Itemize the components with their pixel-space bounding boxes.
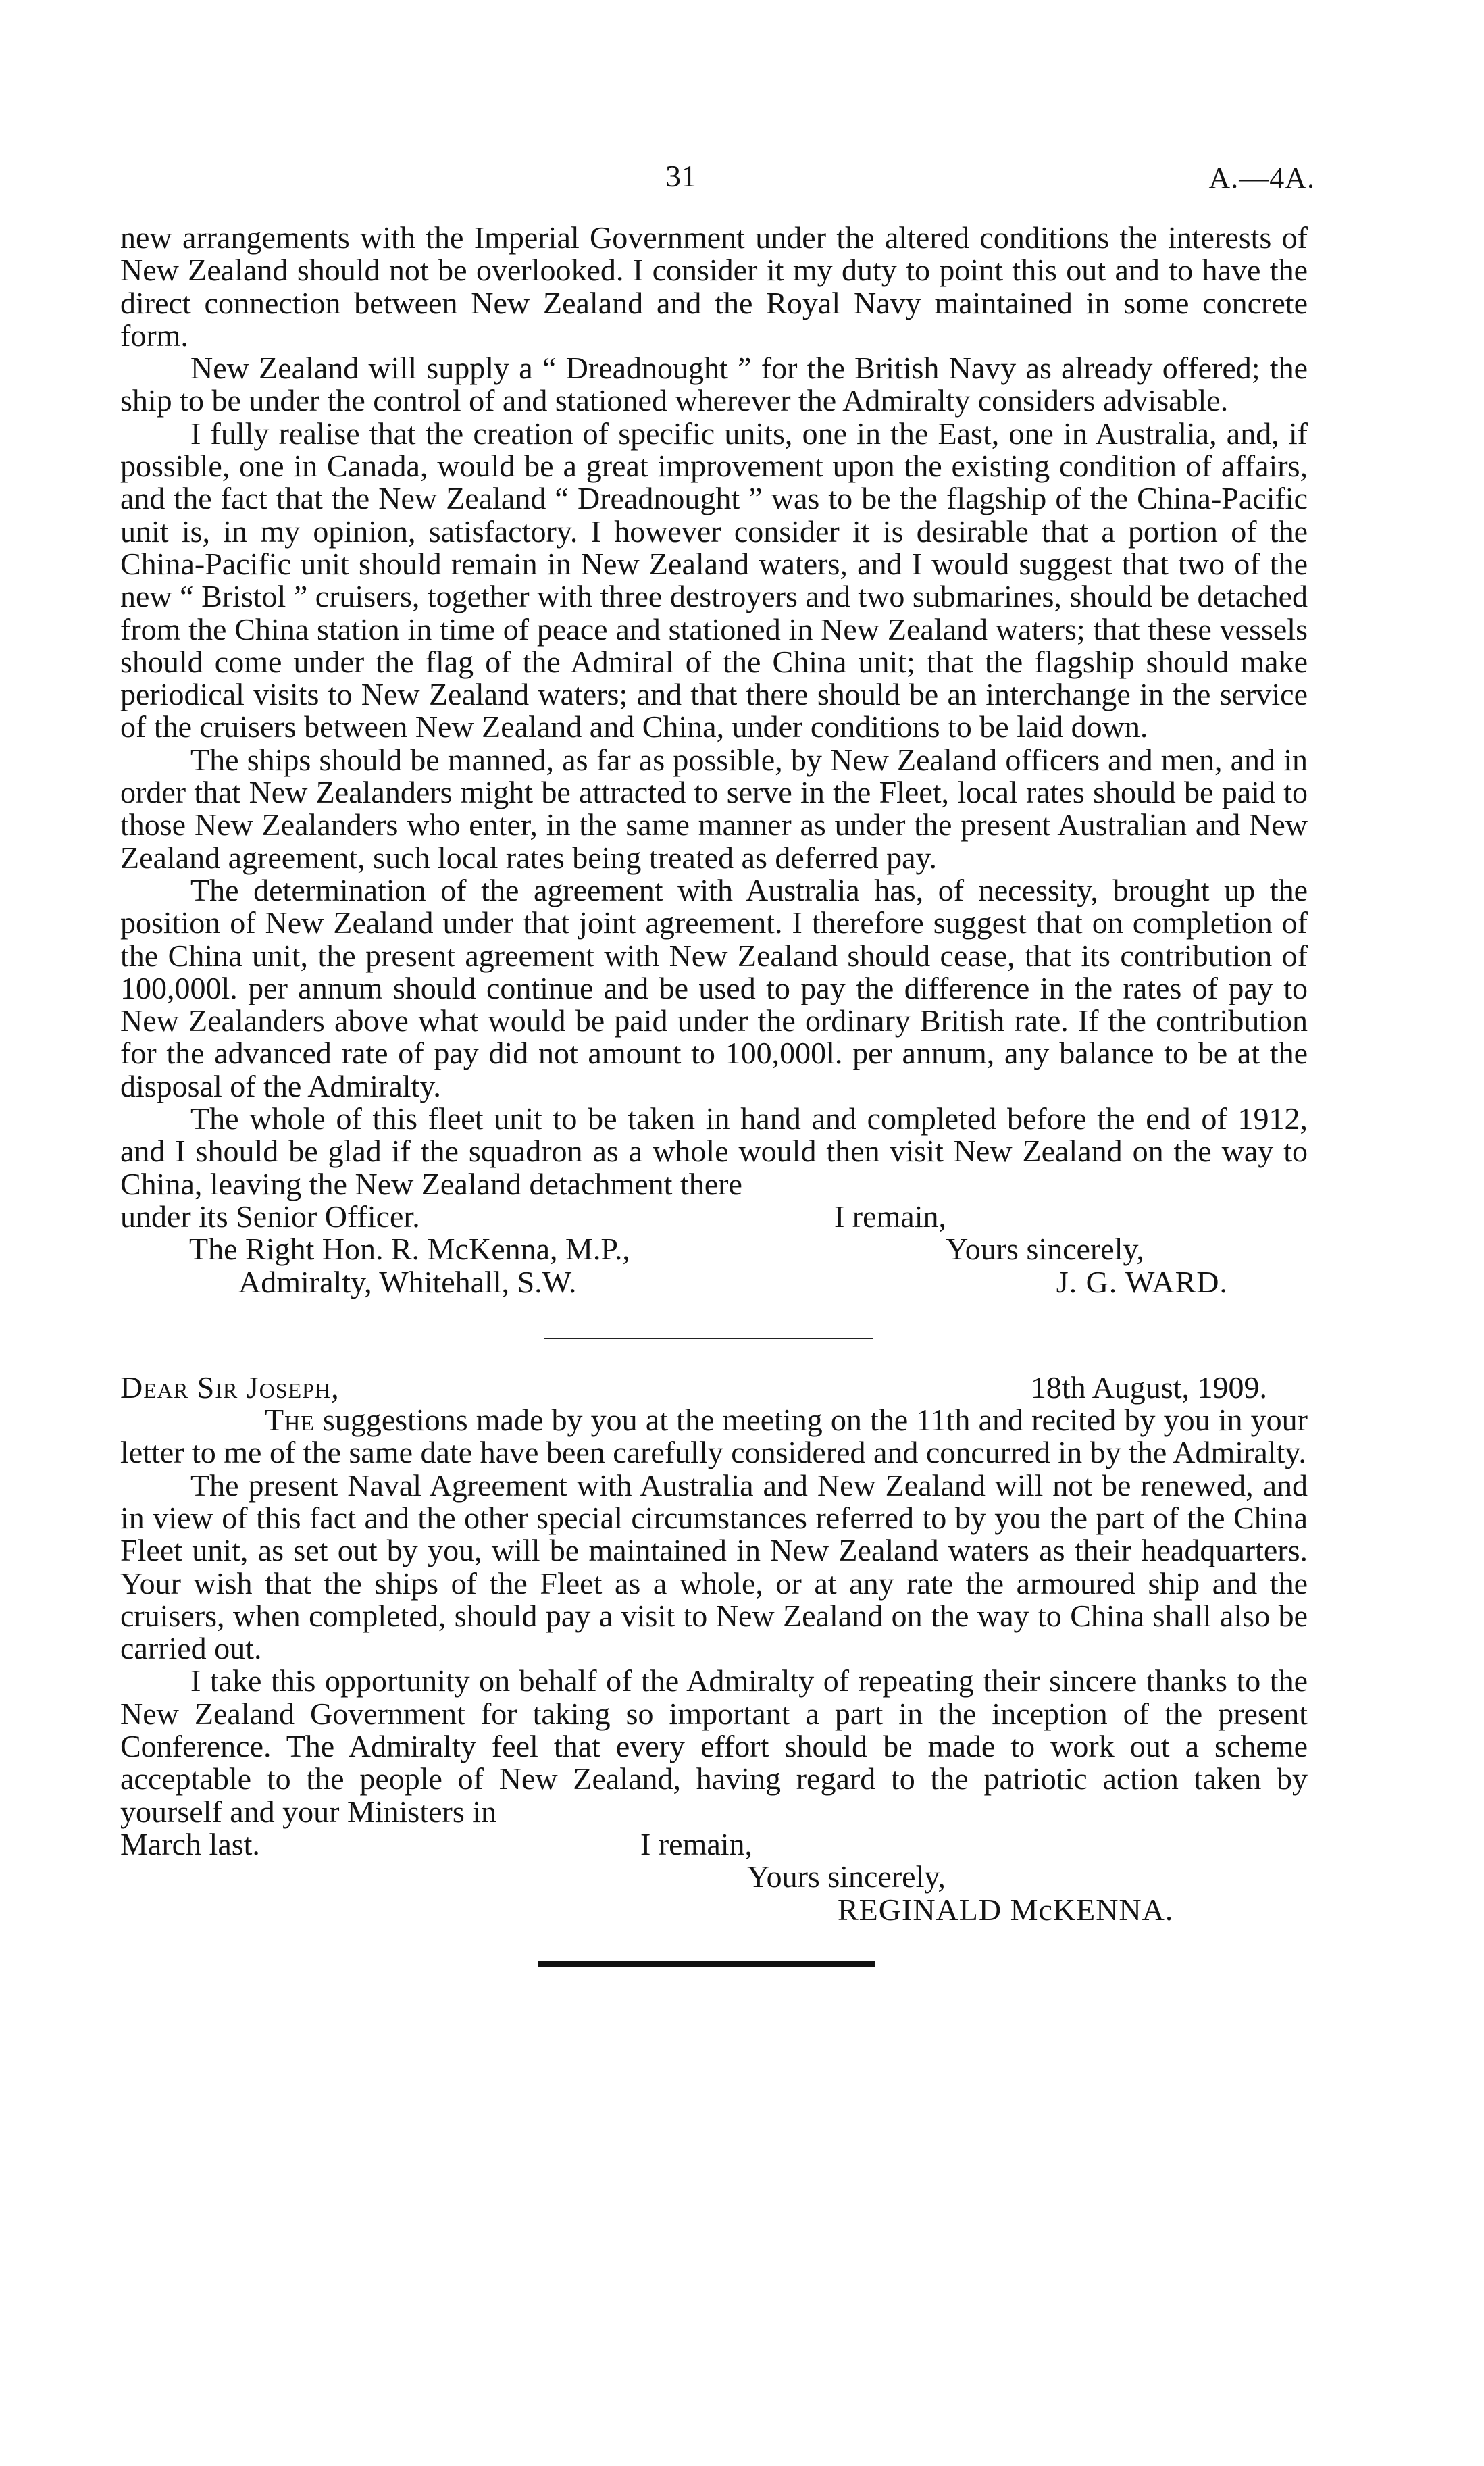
paragraph: The present Naval Agreement with Australia and New Zealand will not be renewed, and in view of this fact and the other special circumstances referred to by you the part of the China Fleet unit, as set out by you, will be maintained in New Zealand waters as their headquarters. Your wish that the ships of the Fleet as a whole, or at any rate the armoured ship and the cruisers, when completed, should pay a visit to New Zealand on the way to China shall also be carried out. bbox=[120, 1467, 1308, 1666]
page-content bbox=[120, 222, 1308, 1967]
closing-remain: I remain, bbox=[640, 1826, 753, 1861]
salutation: Dear Sir Joseph, bbox=[120, 1369, 340, 1405]
end-rule bbox=[538, 1961, 875, 1967]
document-reference: A.—4A. bbox=[1208, 161, 1315, 195]
letter-date: 18th August, 1909. bbox=[1030, 1369, 1267, 1405]
addressee-row bbox=[120, 1233, 1308, 1265]
closing-yours: Yours sincerely, bbox=[946, 1232, 1144, 1267]
lead-word: The bbox=[265, 1403, 315, 1438]
letter-ward-to-mckenna bbox=[120, 222, 1308, 1299]
address-signature-row bbox=[120, 1266, 1308, 1299]
paragraph: new arrangements with the Imperial Government under the altered conditions the interests of New Zealand should not be overlooked. I consider it my duty to point this out and to have the direct connection between New Zealand and the Royal Navy maintained in some concrete form. bbox=[120, 220, 1308, 353]
addressee-name: The Right Hon. R. McKenna, M.P., bbox=[189, 1232, 630, 1267]
closing-yours: Yours sincerely, bbox=[747, 1859, 946, 1894]
addressee-address: Admiralty, Whitehall, S.W. bbox=[238, 1264, 577, 1299]
closing-row bbox=[120, 1828, 1308, 1861]
page-number: 31 bbox=[665, 159, 696, 193]
paragraph: I take this opportunity on behalf of the Admiralty of repeating their sincere thanks to the New Zealand Government for taking so important a part in the inception of the present Conference. The Admiralty feel that every effort should be made to work out a scheme acceptable to the people of New Zealand, having regard to the patriotic action taken by yourself and your Ministers in bbox=[120, 1663, 1308, 1829]
last-line-text: under its Senior Officer. bbox=[120, 1199, 420, 1234]
paragraph: The ships should be manned, as far as possible, by New Zealand officers and men, and in order that New Zealanders might be attracted to serve in the Fleet, local rates should be paid to those New Zealanders who enter, in the same manner as under the present Australian and New Zealand agreement, such local rates being treated as deferred pay. bbox=[120, 742, 1308, 875]
paragraph: The whole of this fleet unit to be taken in hand and completed before the end of 1912, and I should be glad if the squadron as a whole would then visit New Zealand on the way to China, leaving the New Zealand detachment there bbox=[120, 1101, 1308, 1201]
paragraph: I fully realise that the creation of specific units, one in the East, one in Australia, and, if possible, one in Canada, would be a great improvement upon the existing condition of affairs, and the fact that the New Zealand “ Dreadnought ” was to be the flagship of the China-Pacific unit is, in my opinion, satisfactory. I however consider it is desirable that a portion of the China-Pacific unit should remain in New Zealand waters, and I would suggest that two of the new “ Bristol ” cruisers, together with three destroyers and two submarines, should be detached from the China station in time of peace and stationed in New Zealand waters; that these vessels should come under the flag of the Admiral of the China unit; that the flagship should make periodical visits to New Zealand waters; and that there should be an interchange in the service of the cruisers between New Zealand and China, under conditions to be laid down. bbox=[120, 416, 1308, 745]
paragraph: New Zealand will supply a “ Dreadnought ” for the British Navy as already offered; the ship to be under the control of and stationed wherever the Admiralty considers advisable. bbox=[120, 351, 1308, 418]
signature: J. G. WARD. bbox=[1056, 1264, 1228, 1299]
paragraph-text: suggestions made by you at the meeting on the 11th and recited by you in your letter to me of the same date have been carefully considered and concurred in by the Admiralty. bbox=[120, 1403, 1308, 1470]
signature: REGINALD McKENNA. bbox=[838, 1892, 1174, 1927]
letter-mckenna-to-ward bbox=[120, 1369, 1308, 1927]
paragraph: The determination of the agreement with Australia has, of necessity, brought up the position of New Zealand under that joint agreement. I therefore suggest that on completion of the China unit, the present agreement with New Zealand should cease, that its contribution of 100,000l. per annum should continue and be used to pay the difference in the rates of pay to New Zealanders above what would be paid under the ordinary British rate. If the contribution for the advanced rate of pay did not amount to 100,000l. per annum, any balance to be at the disposal of the Admiralty. bbox=[120, 872, 1308, 1103]
salutation-row bbox=[120, 1369, 1308, 1405]
last-line-text: March last. bbox=[120, 1826, 260, 1861]
closing-remain: I remain, bbox=[834, 1199, 946, 1234]
section-divider bbox=[544, 1338, 873, 1339]
paragraph bbox=[120, 1404, 1308, 1469]
closing-row bbox=[120, 1201, 1308, 1233]
